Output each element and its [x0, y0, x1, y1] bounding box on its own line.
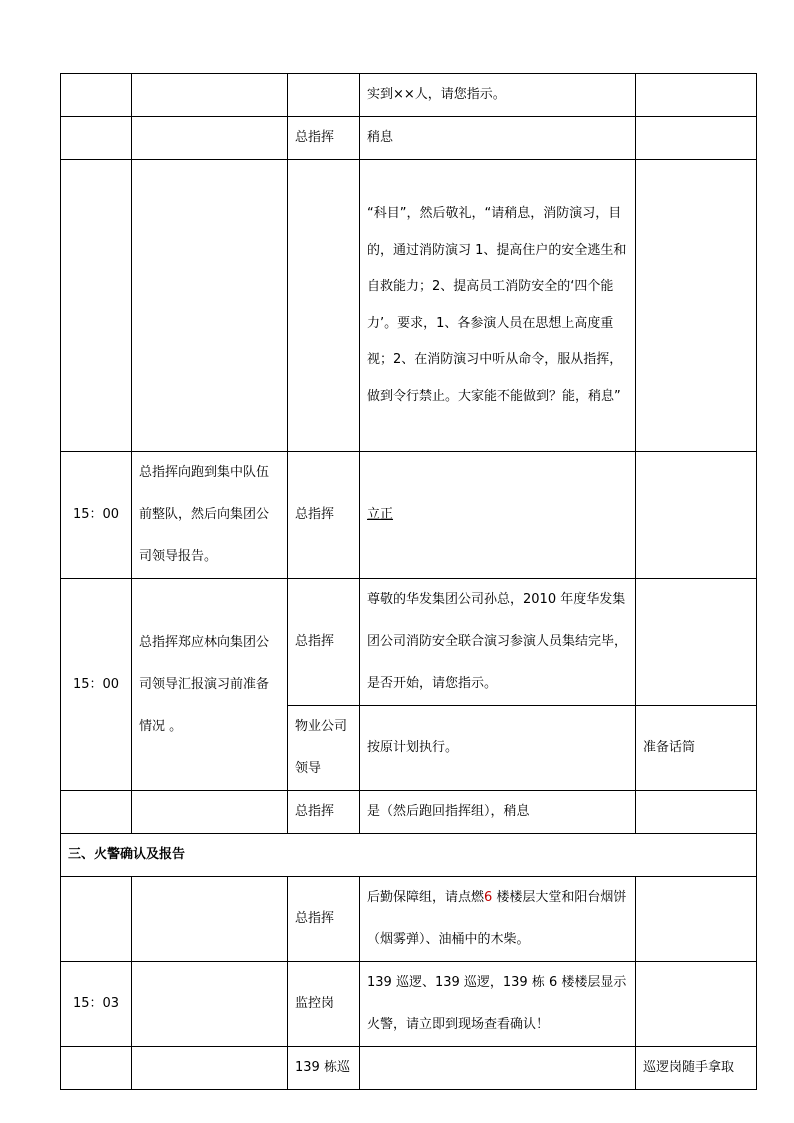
script-cell	[360, 1047, 636, 1090]
table-row	[61, 160, 757, 452]
table-row	[61, 117, 757, 160]
script-cell: 139 巡逻、139 巡逻，139 栋 6 楼楼层显示火警，请立即到现场查看确认！	[360, 962, 636, 1047]
time-cell	[61, 1047, 132, 1090]
script-cell: 实到××人，请您指示。	[360, 74, 636, 117]
time-cell	[61, 160, 132, 452]
role-cell: 总指挥	[288, 791, 360, 834]
script-cell: “科目”，然后敬礼，“请稍息，消防演习，目的，通过消防演习 1、提高住户的安全逃生和自救能力；2、提高员工消防安全的‘四个能力’。要求，1、各参演人员在思想上高度重视；2、在消防演习中听从命令，服从指挥，做到令行禁止。大家能不能做到？能，稍息”	[360, 160, 636, 452]
note-cell	[636, 962, 757, 1047]
script-cell: 立正	[360, 452, 636, 579]
script-cell: 尊敬的华发集团公司孙总，2010 年度华发集团公司消防安全联合演习参演人员集结完毕，是否开始，请您指示。	[360, 579, 636, 706]
action-cell	[132, 1047, 288, 1090]
note-cell	[636, 117, 757, 160]
note-cell: 准备话筒	[636, 706, 757, 791]
time-cell	[61, 791, 132, 834]
time-cell: 15：00	[61, 452, 132, 579]
section-row	[61, 834, 757, 877]
script-text: 楼楼层大堂和阳台烟饼（烟雾弹）、油桶中的木柴。	[367, 890, 627, 947]
script-cell: 稍息	[360, 117, 636, 160]
note-cell	[636, 791, 757, 834]
role-cell	[288, 74, 360, 117]
role-cell: 物业公司领导	[288, 706, 360, 791]
drill-script-table	[60, 73, 757, 1090]
time-cell	[61, 117, 132, 160]
table-row	[61, 962, 757, 1047]
note-cell	[636, 74, 757, 117]
script-cell: 按原计划执行。	[360, 706, 636, 791]
role-cell: 监控岗	[288, 962, 360, 1047]
script-text: 后勤保障组，请点燃	[367, 890, 485, 905]
table-row	[61, 579, 757, 706]
action-cell	[132, 962, 288, 1047]
table-row	[61, 877, 757, 962]
action-cell: 总指挥向跑到集中队伍前整队，然后向集团公司领导报告。	[132, 452, 288, 579]
note-cell	[636, 452, 757, 579]
time-cell: 15：03	[61, 962, 132, 1047]
action-cell	[132, 160, 288, 452]
role-cell: 总指挥	[288, 579, 360, 706]
note-cell	[636, 579, 757, 706]
section-heading: 三、火警确认及报告	[61, 834, 757, 877]
table-row	[61, 1047, 757, 1090]
note-cell: 巡逻岗随手拿取	[636, 1047, 757, 1090]
action-cell	[132, 74, 288, 117]
note-cell	[636, 160, 757, 452]
script-cell: 是（然后跑回指挥组），稍息	[360, 791, 636, 834]
action-cell	[132, 791, 288, 834]
action-cell: 总指挥郑应林向集团公司领导汇报演习前准备情况 。	[132, 579, 288, 791]
action-cell	[132, 877, 288, 962]
role-cell: 139 栋巡	[288, 1047, 360, 1090]
table-row	[61, 74, 757, 117]
time-cell	[61, 74, 132, 117]
floor-number: 6	[484, 890, 493, 905]
table-row	[61, 791, 757, 834]
role-cell: 总指挥	[288, 877, 360, 962]
script-cell	[360, 877, 636, 962]
role-cell: 总指挥	[288, 452, 360, 579]
action-cell	[132, 117, 288, 160]
role-cell: 总指挥	[288, 117, 360, 160]
table-row	[61, 452, 757, 579]
note-cell	[636, 877, 757, 962]
role-cell	[288, 160, 360, 452]
time-cell: 15：00	[61, 579, 132, 791]
time-cell	[61, 877, 132, 962]
